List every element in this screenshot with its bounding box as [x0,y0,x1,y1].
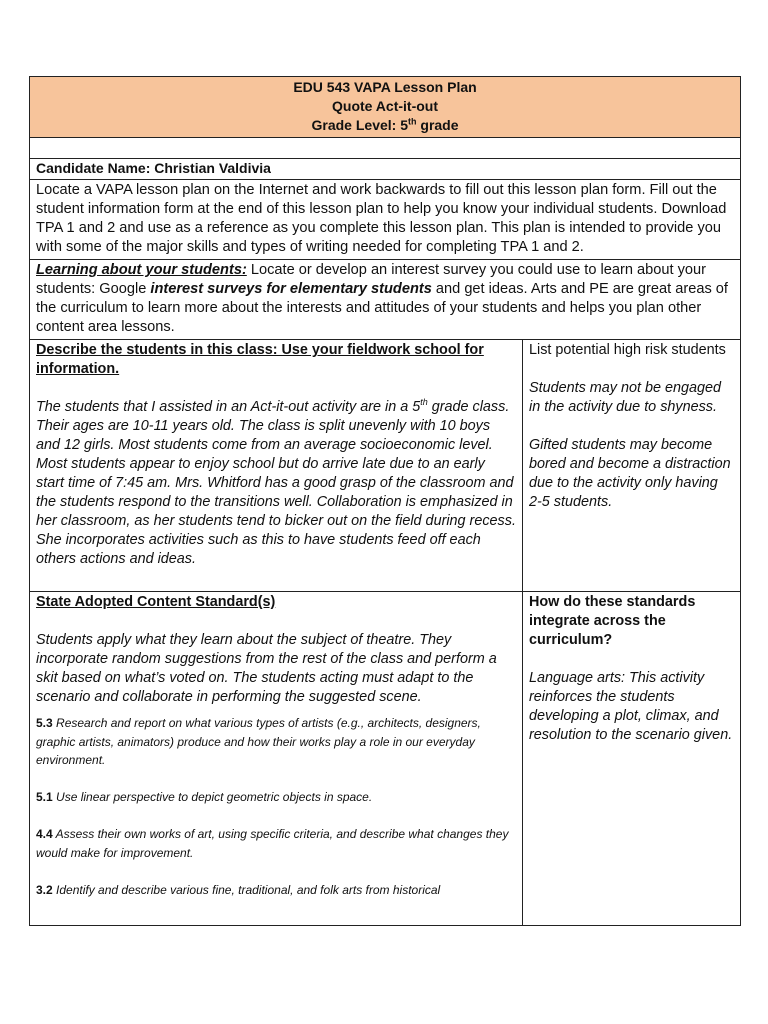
describe-heading: Describe the students in this class: Use your fieldwork school for information. [36,342,484,377]
standards-heading: State Adopted Content Standard(s) [36,594,276,610]
high-risk-heading: List potential high risk students [529,342,726,358]
standard-item: 5.1 Use linear perspective to depict geometric objects in space. [36,790,373,804]
standards-cell [30,592,523,926]
learning-row [30,260,741,340]
standards-row [30,592,741,926]
learning-heading: Learning about your students: [36,262,247,278]
standard-item: 3.2 Identify and describe various fine, traditional, and folk arts from historical [36,882,441,897]
standard-item: 5.3 Research and report on what various types of artists (e.g., architects, designers, graphic artists, animators) produce and how their works play a role in our everyday environment. [36,716,481,767]
title-row [30,77,741,138]
high-risk-para-1: Students may not be engaged in the activity due to shyness. [529,380,722,415]
high-risk-cell [523,340,741,592]
blank-cell [30,138,741,159]
high-risk-para-2: Gifted students may become bored and become a distraction due to the activity only having 2-5 students. [529,437,731,510]
integrate-cell [523,592,741,926]
integrate-heading: How do these standards integrate across the curriculum? [529,594,696,648]
students-row [30,340,741,592]
integrate-body: Language arts: This activity reinforces the students developing a plot, climax, and resolution to the scenario given. [529,670,733,743]
describe-students-cell [30,340,523,592]
candidate-row [30,159,741,180]
candidate-name: Candidate Name: Christian Valdivia [30,159,741,180]
title-block [30,77,741,138]
lesson-plan-form [29,76,740,926]
learning-about-students: Learning about your students: Locate or develop an interest survey you could use to learn about your students: Google interest surveys for elementary students and get ideas. Arts and PE are great areas of the curriculum to learn more about the interests and attitudes of your students and helps you plan other content area lessons. [30,260,741,340]
blank-row [30,138,741,159]
instructions-row [30,180,741,260]
lesson-plan-table [29,76,741,926]
interest-survey-search-term: interest surveys for elementary students [150,281,432,297]
course-title: EDU 543 VAPA Lesson Plan [293,79,477,95]
standards-intro: Students apply what they learn about the subject of theatre. They incorporate random suggestions from the rest of the class and perform a skit based on what’s voted on. The students acting must adapt to the scenario and collaborate in performing the suggested scene. [36,632,497,705]
grade-level: Grade Level: 5th grade [311,116,459,133]
standard-item: 4.4 Assess their own works of art, using specific criteria, and describe what changes they would make for improvement. [36,827,509,860]
describe-body: The students that I assisted in an Act-it-out activity are in a 5th grade class. Their ages are 10-11 years old. The class is split unevenly with 10 boys and 12 girls. Most students come from an average socioeconomic level. Most students appear to enjoy school but do arrive late due to an early start time of 7:45 am. Mrs. Whitford has a good grasp of the classroom and the students respond to the transitions well. Collaboration is emphasized in her classroom, as her students tend to bicker out on the field during recess. She incorporates activities such as this to have students feed off each others actions and ideas. [36,397,516,567]
instructions-text: Locate a VAPA lesson plan on the Internet and work backwards to fill out this lesson plan form. Fill out the student information form at the end of this lesson plan to help you know your individual students. Download TPA 1 and 2 and use as a reference as you complete this lesson plan. This plan is intended to provide you with some of the major skills and types of writing needed for completing TPA 1 and 2. [30,180,741,260]
lesson-title: Quote Act-it-out [332,98,439,114]
